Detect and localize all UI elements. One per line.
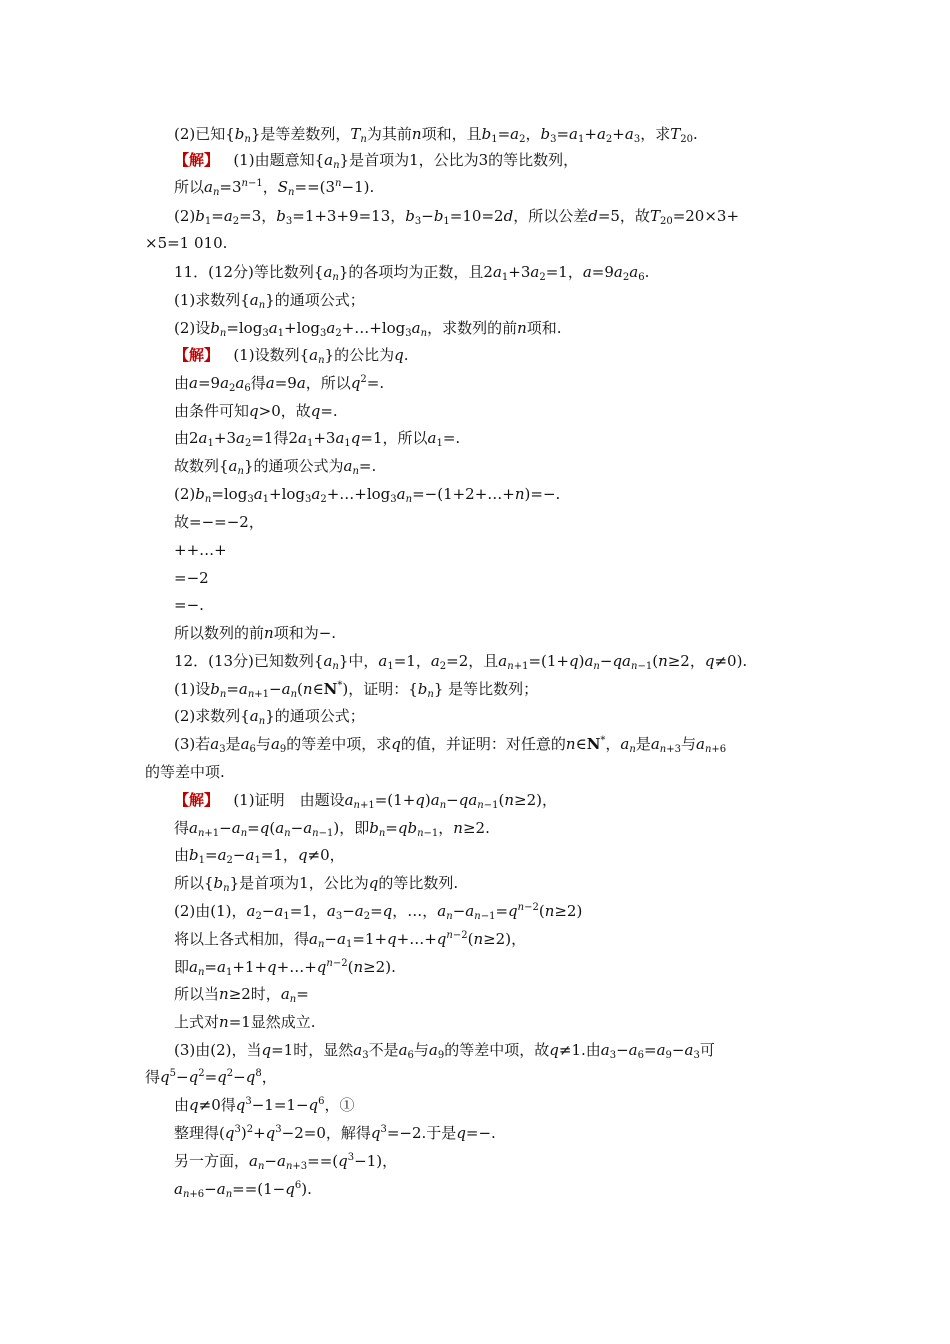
- text-line: 上式对n=1显然成立.: [174, 1013, 316, 1031]
- answer-line: 【解】 (1)由题意知$\{a_n\}$是首项为1，公比为3的等比数列，: [174, 151, 579, 171]
- text-line: 由条件可知q>0，故q=.: [174, 402, 338, 420]
- text-line: (3)若$a_3$是$a_6$与$a_9$的等差中项，求q的值，并证明：对任意的n∈N*，$a_n$是$a_{n+3}$与$a_{n+6}$: [174, 735, 727, 755]
- text-line: (1)求数列$\{a_n\}$的通项公式；: [174, 291, 365, 311]
- text-line: 由$2a_1+3a_2=1$得$2a_1+3a_1q=1$，所以$a_1=$.: [174, 429, 461, 449]
- text-line: 另一方面，$a_n-a_{n+3}==(q^3-1)$，: [174, 1152, 398, 1172]
- text-line: 由q≠0得$q^3-1=1-q^6$，①: [174, 1096, 355, 1114]
- text-line: =−2: [174, 569, 209, 587]
- answer-line: 【解】 (1)证明 由题设$a_{n+1}=(1+q)a_n-qa_{n-1}(n\ge 2)$，: [174, 791, 557, 811]
- text-line: 得$q^5-q^2=q^2-q^8$，: [145, 1068, 277, 1086]
- text-line: (2)已知$\{b_n\}$是等差数列，$T_n$为其前n项和，且$b_1=a_2$，$b_3=a_1+a_2+a_3$，求$T_{20}$.: [174, 125, 698, 145]
- text-line: ++…+: [174, 541, 227, 559]
- text-line: 整理得$(q^3)^2+q^3-2=0$，解得$q^3=-2$.于是q=−.: [174, 1124, 496, 1142]
- text-line: (1)设$b_n=a_{n+1}-a_n(n\in N^*)$，证明：$\{b_n\}$ 是等比数列；: [174, 680, 539, 700]
- question-line: 12．(13分)已知数列$\{a_n\}$中，$a_1=1$，$a_2=2$，且$a_{n+1}=(1+q)a_n-qa_{n-1}(n\ge 2$，q≠0).: [174, 652, 748, 672]
- text-line: 由$a=9a_2a_6$得a=9a，所以$q^2=$.: [174, 374, 385, 394]
- text-line: 将以上各式相加，得$a_n-a_1=1+q+\dots+q^{n-2}(n\ge 2)$，: [174, 930, 527, 950]
- text-line: 的等差中项.: [145, 763, 225, 781]
- question-line: 11．(12分)等比数列$\{a_n\}$的各项均为正数，且$2a_1+3a_2=1$，$a=9a_2a_6$.: [174, 263, 650, 283]
- answer-line: 【解】 (1)设数列$\{a_n\}$的公比为q.: [174, 346, 409, 366]
- text-line: $a_{n+6}-a_n==(1-q^6)$.: [174, 1180, 312, 1200]
- text-line: 由$b_1=a_2-a_1=1$，q≠0，: [174, 846, 345, 866]
- text-line: 故数列$\{a_n\}$的通项公式为$a_n=$.: [174, 457, 377, 477]
- answer-tag: 【解】: [174, 346, 220, 364]
- text-line: 所以当n≥2时，$a_n=$: [174, 985, 309, 1005]
- text-line: 所以$\{b_n\}$是首项为1，公比为q的等比数列.: [174, 874, 459, 894]
- text-line: 所以$a_n=3^{n-1}$，$S_n==(3^n-1)$.: [174, 178, 375, 198]
- text-line: =−.: [174, 596, 204, 614]
- text-line: 即$a_n=a_1+1+q+\dots+q^{n-2}(n\ge 2)$.: [174, 958, 396, 978]
- text-line: ×5=1 010.: [145, 234, 228, 252]
- text-line: 所以数列的前n项和为−.: [174, 624, 337, 642]
- text-line: 故=−=−2，: [174, 513, 264, 531]
- text-line: (2)设$b_n=\log_3a_1+\log_3a_2+\dots+\log_3a_n$，求数列的前n项和.: [174, 319, 562, 339]
- text-line: $(2)b_n=\log_3a_1+\log_3a_2+\dots+\log_3a_n=-(1+2+\dots+n)=-$.: [174, 485, 561, 505]
- text-line: (2)求数列$\{a_n\}$的通项公式；: [174, 707, 365, 727]
- text-line: (2)由(1)，$a_2-a_1=1$，$a_3-a_2=q$，…，$a_n-a_{n-1}=q^{n-2}(n\ge 2)$: [174, 902, 583, 922]
- answer-tag: 【解】: [174, 791, 220, 809]
- answer-tag: 【解】: [174, 151, 220, 169]
- text-line: 得$a_{n+1}-a_n=q(a_n-a_{n-1})$，即$b_n=qb_{n-1}$，n≥2.: [174, 819, 490, 839]
- text-line: (3)由(2)，当q=1时，显然$a_3$不是$a_6$与$a_9$的等差中项，故q≠1.由$a_3-a_6=a_9-a_3$可: [174, 1041, 715, 1061]
- text-line: $(2)b_1=a_2=3$，$b_3=1+3+9=13$，$b_3-b_1=10=2d$，所以公差d=5，故$T_{20}=20\times 3+$: [174, 207, 740, 227]
